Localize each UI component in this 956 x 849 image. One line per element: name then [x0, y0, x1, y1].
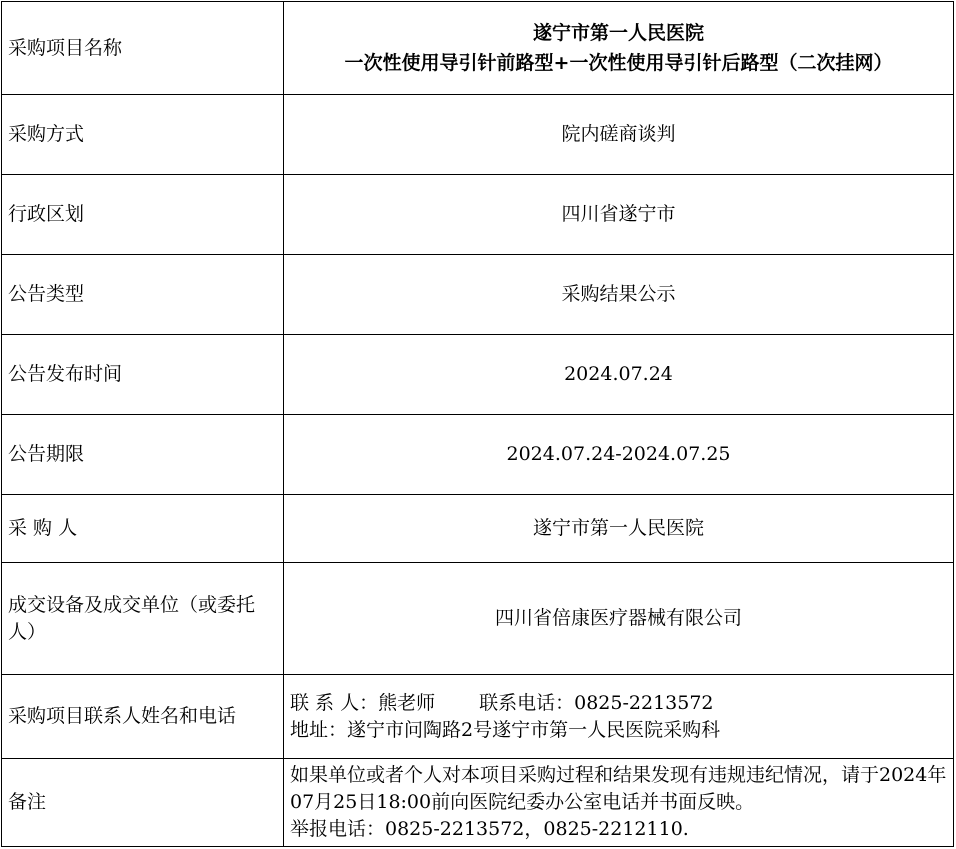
contact-person-line: 联 系 人：熊老师 联系电话：0825-2213572 — [290, 691, 714, 714]
table-row — [2, 2, 954, 95]
project-name-line: 一次性使用导引针前路型+一次性使用导引针后路型（二次挂网） — [344, 52, 893, 74]
table-row — [2, 335, 954, 415]
row-label-publish-time: 公告发布时间 — [2, 335, 284, 415]
row-label-region: 行政区划 — [2, 175, 284, 255]
row-label-contact: 采购项目联系人姓名和电话 — [2, 675, 284, 759]
project-name-value — [284, 2, 954, 95]
table-row — [2, 255, 954, 335]
table-row — [2, 563, 954, 675]
notice-type-value: 采购结果公示 — [284, 255, 954, 335]
remarks-text: 如果单位或者个人对本项目采购过程和结果发现有违规违纪情况，请于2024年07月25日18:00前向医院纪委办公室电话并书面反映。 — [290, 764, 947, 813]
contact-address-line: 地址：遂宁市问陶路2号遂宁市第一人民医院采购科 — [290, 718, 721, 741]
table-row — [2, 175, 954, 255]
table-row — [2, 95, 954, 175]
row-label-project-name: 采购项目名称 — [2, 2, 284, 95]
row-label-notice-period: 公告期限 — [2, 415, 284, 495]
report-phone-line: 举报电话：0825-2213572，0825-2212110. — [290, 818, 689, 840]
row-label-procurement-method: 采购方式 — [2, 95, 284, 175]
winning-bidder-value: 四川省倍康医疗器械有限公司 — [284, 563, 954, 675]
publish-time-value: 2024.07.24 — [284, 335, 954, 415]
hospital-name-line: 遂宁市第一人民医院 — [532, 22, 704, 44]
table-row — [2, 415, 954, 495]
row-label-notice-type: 公告类型 — [2, 255, 284, 335]
row-label-purchaser: 采 购 人 — [2, 495, 284, 563]
purchaser-value: 遂宁市第一人民医院 — [284, 495, 954, 563]
procurement-notice-table — [1, 1, 954, 847]
notice-period-value: 2024.07.24-2024.07.25 — [284, 415, 954, 495]
procurement-method-value: 院内磋商谈判 — [284, 95, 954, 175]
row-label-winning-bidder: 成交设备及成交单位（或委托人） — [2, 563, 284, 675]
row-label-remarks: 备注 — [2, 759, 284, 847]
table-row — [2, 675, 954, 759]
contact-value — [284, 675, 954, 759]
remarks-value — [284, 759, 954, 847]
region-value: 四川省遂宁市 — [284, 175, 954, 255]
table-row — [2, 495, 954, 563]
table-row — [2, 759, 954, 847]
